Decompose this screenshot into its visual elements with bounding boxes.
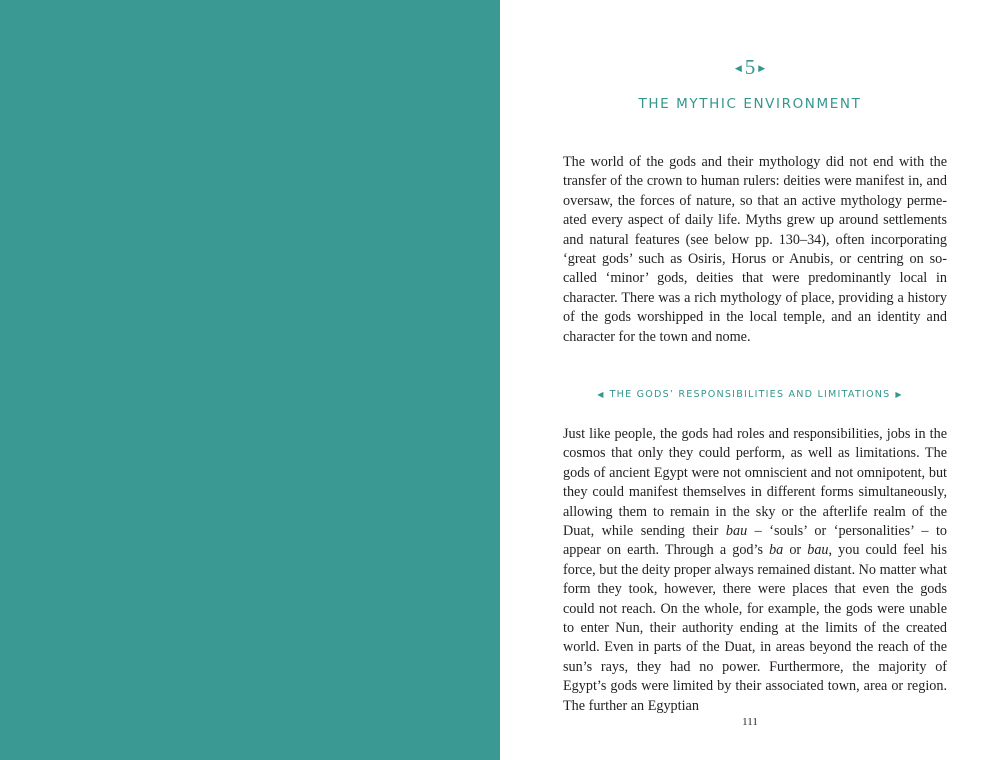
body-paragraph-1 <box>563 153 947 347</box>
text-line: ‘minor’ gods, deities that were predominantly local in character. <box>563 270 947 306</box>
section-heading <box>500 388 1000 402</box>
text-line: cosmos that only they could perform, as well as limitations. The <box>563 445 947 462</box>
text-line: , you could feel his force, but <box>563 542 948 578</box>
triangle-right-icon: ▶ <box>895 390 903 399</box>
text-line: of the Duat, in areas beyond the reach of the sun’s rays, they had <box>563 639 947 675</box>
triangle-left-icon: ◀ <box>734 64 742 74</box>
text-line: gods of ancient Egypt were not omniscient and not omnipotent, but <box>563 464 947 481</box>
text-line: There was a rich mythology of place, providing a history of the gods <box>563 289 948 326</box>
text-line: and natural features (see below pp. 130–34), often incorporating <box>563 231 947 248</box>
text-line: oversaw, the forces of nature, so that an active mythology perme- <box>563 192 947 209</box>
triangle-left-icon: ◀ <box>597 390 605 399</box>
section-heading-text: THE GODS’ RESPONSIBILITIES AND LIMITATIONS <box>609 389 891 400</box>
text-line: – ‘souls’ or ‘personalities’ – to appear <box>563 523 947 559</box>
text-line: Duat, while sending their <box>563 523 726 540</box>
text-line: on earth. Through a god’s <box>606 542 770 559</box>
text-line: they could manifest themselves in different forms simultaneously, <box>563 484 947 501</box>
text-line: the deity proper always remained distant. No matter what form they <box>563 561 947 598</box>
text-line: the town and nome. <box>638 328 751 345</box>
text-line: or <box>783 542 808 559</box>
body-paragraph-2 <box>563 425 947 716</box>
text-line: ‘great gods’ such as Osiris, Horus or Anubis, or centring on so-called <box>563 251 947 287</box>
page-number: 111 <box>742 716 758 728</box>
text-line: authority ending at the limits of the created world. Even in parts <box>563 620 947 656</box>
book-page <box>500 0 1000 760</box>
triangle-right-icon: ▶ <box>758 64 766 74</box>
text-line: no power. Furthermore, the majority of Egypt’s gods were limited <box>563 658 948 695</box>
italic-term: bau <box>807 542 829 559</box>
text-line: worshipped in the local temple, and an identity and character for <box>563 309 948 345</box>
text-line: transfer of the crown to human rulers: deities were manifest in, and <box>563 173 947 190</box>
chapter-number-value: 5 <box>744 55 756 79</box>
text-line: by their associated town, area or region. The further an Egyptian <box>563 678 947 714</box>
text-line: took, however, there were places that even the gods could not reach. <box>563 581 948 617</box>
chapter-number <box>500 54 1000 82</box>
text-line: allowing them to remain in the sky or the afterlife realm of the <box>563 503 947 520</box>
chapter-title: THE MYTHIC ENVIRONMENT <box>638 96 862 112</box>
text-line: Just like people, the gods had roles and responsibilities, jobs in the <box>563 426 947 442</box>
text-line: ated every aspect of daily life. Myths grew up around settlements <box>563 212 947 229</box>
italic-term: ba <box>769 542 784 559</box>
text-line: The world of the gods and their mythology did not end with the <box>563 154 947 170</box>
italic-term: bau <box>725 523 748 540</box>
text-line: On the whole, for example, the gods were unable to enter Nun, their <box>563 600 948 637</box>
